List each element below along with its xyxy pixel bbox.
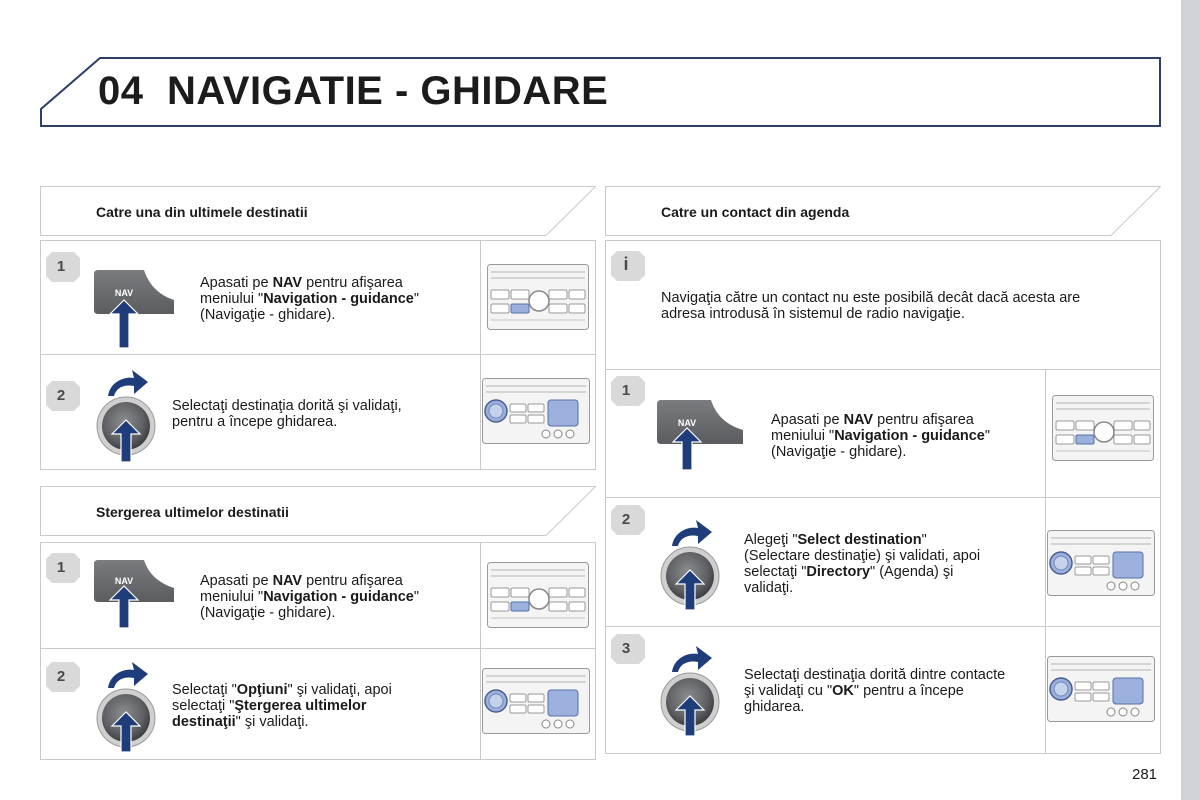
column-divider <box>1045 369 1046 754</box>
rotary-knob-icon <box>94 364 160 462</box>
step-text: Selectaţi destinaţia dorită şi validaţi, pentru a începe ghidarea. <box>172 398 402 430</box>
step-badge: 1 <box>46 252 80 282</box>
radio-unit-icon <box>482 378 590 444</box>
section-header-contact <box>605 186 1161 236</box>
radio-unit-icon <box>1052 395 1154 461</box>
step-text: Selectaţi destinaţia dorită dintre contacte şi validaţi cu "OK" pentru a începe ghidarea. <box>744 667 1006 715</box>
row-divider <box>605 626 1161 627</box>
section-title: Catre un contact din agenda <box>661 204 850 220</box>
section-header-delete <box>40 486 596 536</box>
row-divider <box>40 648 596 649</box>
nav-key-label: NAV <box>114 576 134 586</box>
step-text: Apasati pe NAV pentru afişarea meniului "Navigation - guidance" (Navigaţie - ghidare). <box>771 412 991 460</box>
nav-key-label: NAV <box>677 418 697 428</box>
chapter-header <box>40 57 1161 127</box>
row-divider <box>605 369 1161 370</box>
step-text: Apasati pe NAV pentru afişarea meniului "Navigation - guidance" (Navigaţie - ghidare). <box>200 275 420 323</box>
section-title: Stergerea ultimelor destinatii <box>96 504 289 520</box>
step-badge: 1 <box>46 553 80 583</box>
step-badge: 1 <box>611 376 645 406</box>
step-badge: 2 <box>46 662 80 692</box>
section-header-recent <box>40 186 596 236</box>
radio-unit-icon <box>487 562 589 628</box>
nav-key-icon <box>94 270 174 348</box>
step-badge: 2 <box>611 505 645 535</box>
chapter-side-tab <box>1181 0 1200 800</box>
column-divider <box>480 240 481 470</box>
chapter-title: NAVIGATIE - GHIDARE <box>167 69 609 113</box>
rotary-knob-icon <box>94 656 160 752</box>
nav-key-label: NAV <box>114 288 134 298</box>
row-divider <box>40 354 596 355</box>
page-number: 281 <box>1132 766 1158 783</box>
step-badge: 2 <box>46 381 80 411</box>
step-text: Alegeţi "Select destination" (Selectare destinaţie) şi validati, apoi selectaţi "Directory" (Agenda) şi validaţi. <box>744 532 981 596</box>
info-icon: i <box>611 251 645 281</box>
nav-key-icon <box>94 560 174 628</box>
chapter-number: 04 <box>98 69 144 113</box>
radio-unit-icon <box>482 668 590 734</box>
step-text: Apasati pe NAV pentru afişarea meniului "Navigation - guidance" (Navigaţie - ghidare). <box>200 573 420 621</box>
radio-unit-icon <box>1047 656 1155 722</box>
step-text: Selectaţi "Opţiuni" şi validaţi, apoi selectaţi "Ştergerea ultimelor destinaţii" şi validaţi. <box>172 682 392 730</box>
row-divider <box>605 497 1161 498</box>
rotary-knob-icon <box>658 514 724 610</box>
nav-key-icon <box>657 400 743 470</box>
info-text: Navigaţia către un contact nu este posibilă decât dacă acesta are adresa introdusă în sistemul de radio navigaţie. <box>661 290 1081 322</box>
step-badge: 3 <box>611 634 645 664</box>
section-title: Catre una din ultimele destinatii <box>96 204 308 220</box>
radio-unit-icon <box>1047 530 1155 596</box>
radio-unit-icon <box>487 264 589 330</box>
column-divider <box>480 542 481 760</box>
rotary-knob-icon <box>658 640 724 736</box>
